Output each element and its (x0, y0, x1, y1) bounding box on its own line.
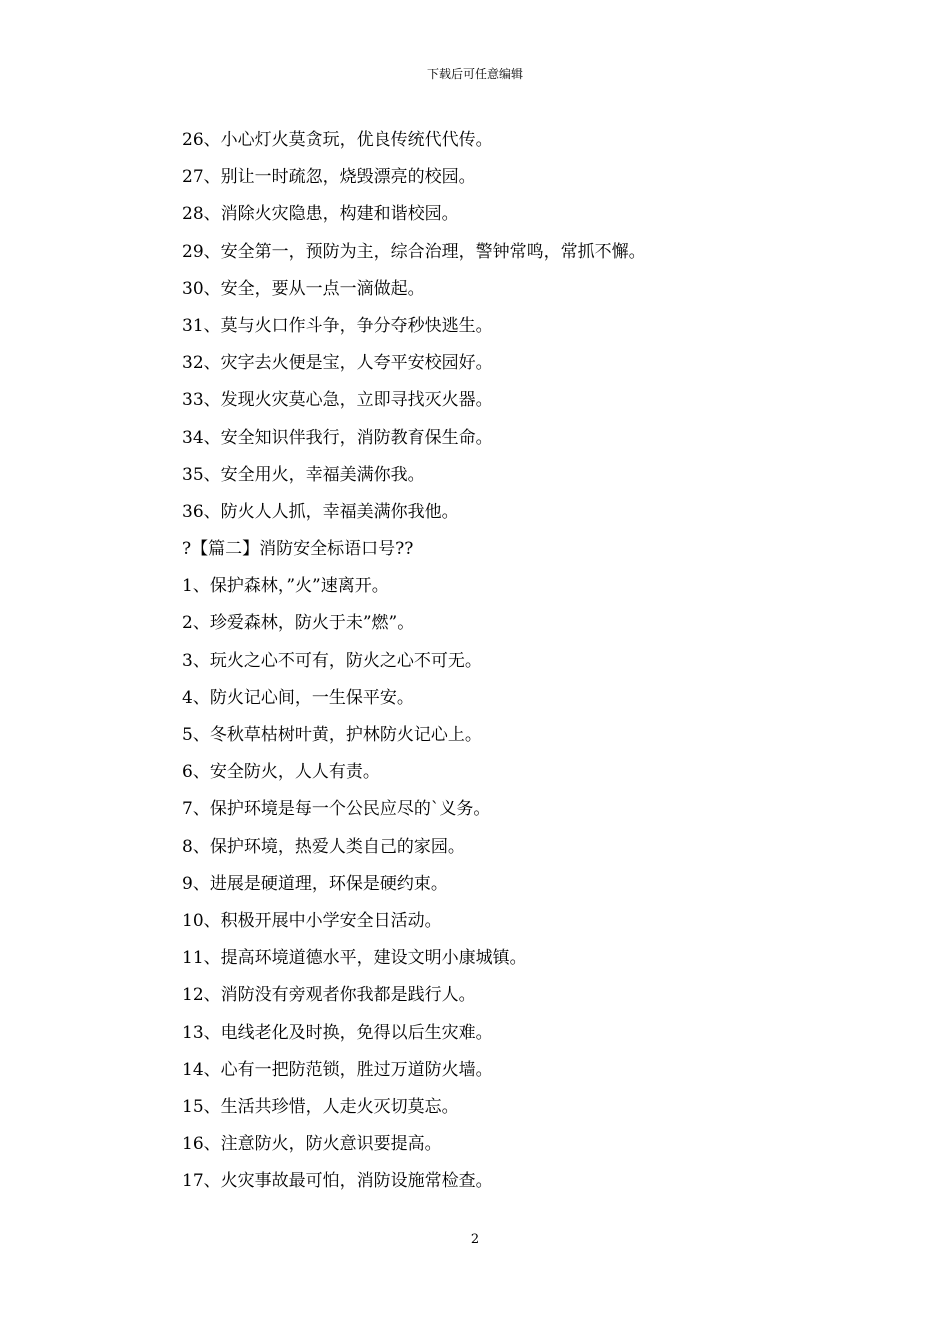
text-line: 3、玩火之心不可有，防火之心不可无。 (182, 650, 482, 671)
text-line: 7、保护环境是每一个公民应尽的`义务。 (182, 799, 491, 820)
page-header: 下载后可任意编辑 (426, 67, 523, 81)
text-line: 2、珍爱森林，防火于未”燃”。 (182, 613, 415, 634)
text-line: 30、安全，要从一点一滴做起。 (182, 278, 425, 299)
text-line: 34、安全知识伴我行，消防教育保生命。 (182, 427, 493, 448)
text-line: 14、心有一把防范锁，胜过万道防火墙。 (182, 1059, 493, 1080)
text-line: 4、防火记心间，一生保平安。 (182, 687, 414, 708)
text-line: 33、发现火灾莫心急，立即寻找灭火器。 (182, 390, 493, 411)
text-line: 13、电线老化及时换，免得以后生灾难。 (182, 1022, 493, 1043)
text-line: 29、安全第一，预防为主，综合治理，警钟常鸣，常抓不懈。 (182, 241, 646, 262)
page-number: 2 (470, 1232, 480, 1247)
text-line: 35、安全用火，幸福美满你我。 (182, 464, 425, 485)
text-line: 28、消除火灾隐患，构建和谐校园。 (182, 204, 459, 225)
text-line: 1、保护森林，”火”速离开。 (182, 576, 389, 597)
text-line: 5、冬秋草枯树叶黄，护林防火记心上。 (182, 725, 482, 745)
text-line: 8、保护环境，热爱人类自己的家园。 (182, 836, 465, 857)
text-line: 15、生活共珍惜，人走火灭切莫忘。 (182, 1096, 459, 1117)
text-line: 27、别让一时疏忽，烧毁漂亮的校园。 (182, 167, 476, 188)
text-line: 31、莫与火口作斗争，争分夺秒快逃生。 (182, 315, 493, 336)
text-line: 16、注意防火，防火意识要提高。 (182, 1134, 442, 1155)
text-line: 10、积极开展中小学安全日活动。 (182, 910, 442, 931)
text-line: 11、提高环境道德水平，建设文明小康城镇。 (182, 948, 527, 969)
text-line: 17、火灾事故最可怕，消防设施常检查。 (182, 1171, 493, 1192)
text-line: 9、进展是硬道理，环保是硬约束。 (182, 873, 448, 894)
text-line: 12、消防没有旁观者你我都是践行人。 (182, 985, 476, 1006)
text-line: 32、灾字去火便是宝，人夸平安校园好。 (182, 353, 493, 374)
document-body (182, 122, 882, 1200)
text-line: 26、小心灯火莫贪玩，优良传统代代传。 (182, 130, 493, 150)
section-heading: ?【篇二】消防安全标语口号?? (182, 539, 414, 560)
text-line: 36、防火人人抓，幸福美满你我他。 (182, 501, 459, 522)
text-line: 6、安全防火，人人有责。 (182, 762, 380, 783)
